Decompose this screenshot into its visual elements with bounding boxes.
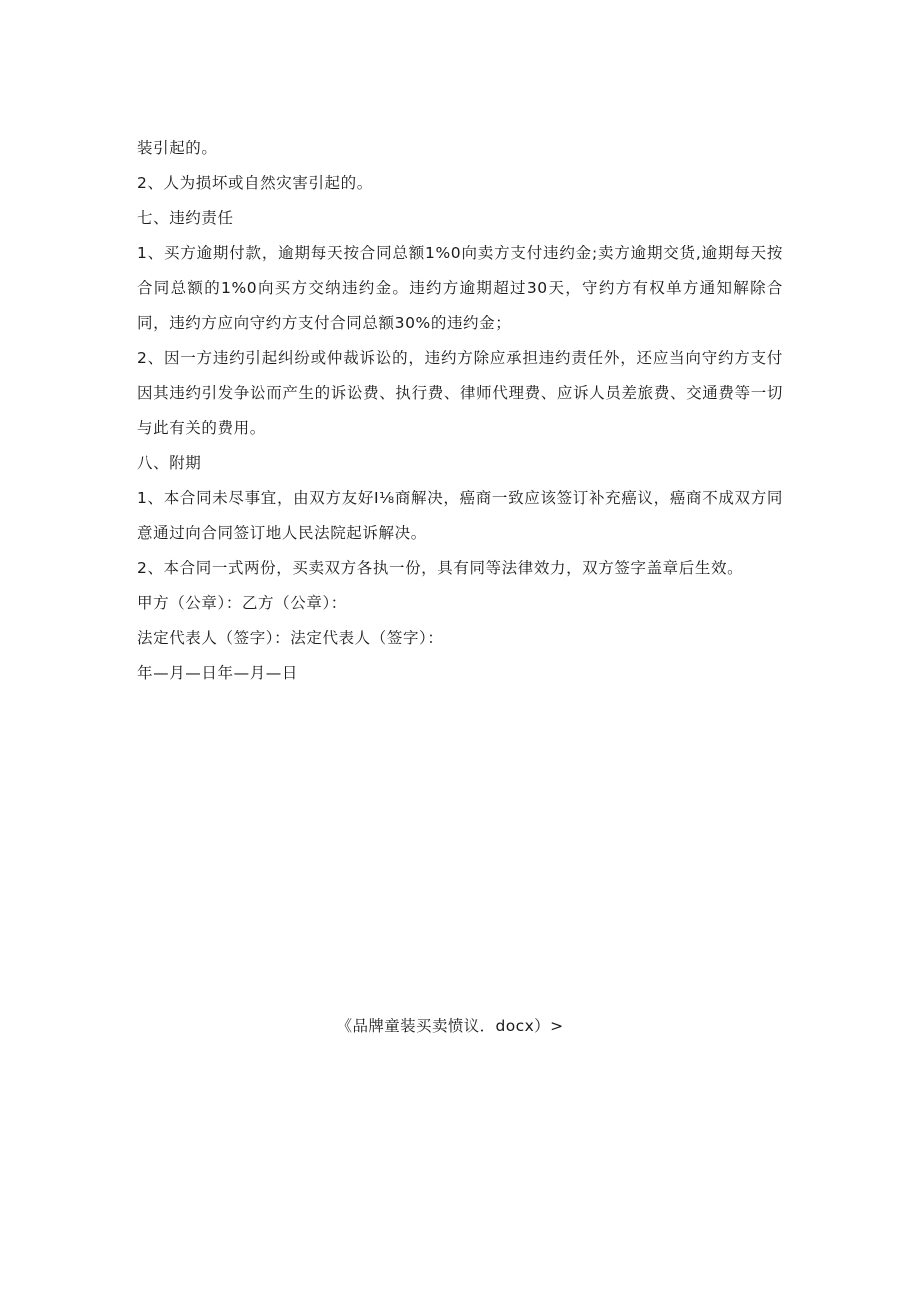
signature-representative-line: 法定代表人（签字）：法定代表人（签字）： (137, 629, 444, 647)
paragraph-clause-7-2: 2、因一方违约引起纠纷或仲裁诉讼的，违约方除应承担违约责任外，还应当向守约方支付因其违约引发争讼而产生的诉讼费、执行费、律师代理费、应诉人员差旅费、交通费等一切与此有关的费用。 (137, 349, 783, 437)
document-footer (0, 1013, 920, 1039)
paragraph-clause-7-1: 1、买方逾期付款，逾期每天按合同总额1%0向卖方支付违约金;卖方逾期交货,逾期每天按合同总额的1%0向买方交纳违约金。违约方逾期超过30天，守约方有权单方通知解除合同，违约方应向守约方支付合同总额30%的违约金； (137, 244, 783, 332)
paragraph-clause-8-2: 2、本合同一式两份，买卖双方各执一份，具有同等法律效力，双方签字盖章后生效。 (137, 559, 744, 577)
paragraph-clause-8-1: 1、本合同未尽事宜，由双方友好I⅛商解决，癌商一致应该签订补充癌议，癌商不成双方同意通过向合同签订地人民法院起诉解决。 (137, 489, 783, 542)
signature-date-line: 年—月—日年—月—日 (137, 664, 299, 682)
section-heading-supplementary: 八、附期 (137, 454, 202, 472)
signature-seal-line: 甲方（公章）：乙方（公章）： (137, 594, 347, 612)
paragraph-clause-6-2: 2、人为损坏或自然灾害引起的。 (137, 174, 373, 192)
document-body (137, 131, 783, 691)
footer-filename: 《品牌童装买卖愤议．docx）> (336, 1017, 564, 1035)
section-heading-breach-liability: 七、违约责任 (137, 209, 234, 227)
paragraph-continuation: 装引起的。 (137, 139, 218, 157)
